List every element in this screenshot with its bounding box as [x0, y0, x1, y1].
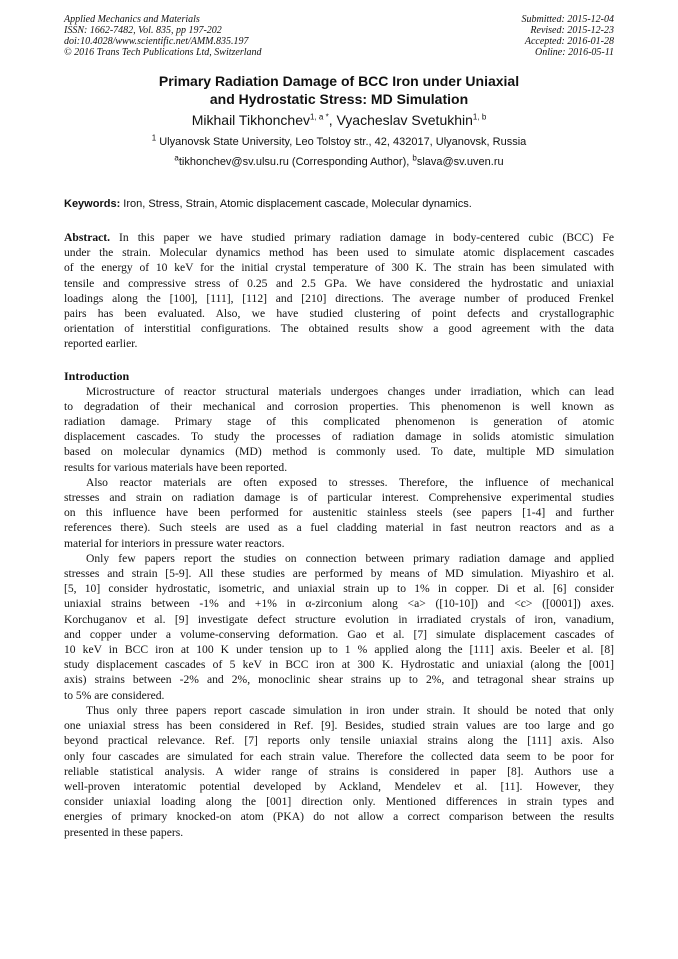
text-line: pairs has been evaluated. Also, we have studied clustering of point defects and crystallographic	[64, 307, 614, 321]
text-line: tensile and compressive stress of 0.25 and 2.5 GPa. We have considered the hydrostatic and uniaxial	[64, 276, 614, 290]
text-line: presented in these papers.	[64, 825, 184, 839]
affiliation	[64, 134, 614, 150]
email-mark: a	[174, 153, 179, 163]
text-line: of the energy of 10 keV for the initial crystal temperature of 300 K. The strain has been simulated with	[64, 261, 614, 275]
journal-issn: ISSN: 1662-7482, Vol. 835, pp 197-202	[64, 25, 222, 36]
text-line: references there). Such steels are used as a fuel cladding material in fast neutron reactors and as a	[64, 521, 614, 535]
affiliation-text: Ulyanovsk State University, Leo Tolstoy str., 42, 432017, Ulyanovsk, Russia	[156, 136, 527, 148]
date-online: Online: 2016-05-11	[535, 47, 614, 58]
author-affiliation-mark: 1, b	[472, 112, 487, 122]
author-name: Mikhail Tikhonchev	[191, 112, 310, 128]
section-heading: Introduction	[64, 368, 130, 383]
journal-copyright: © 2016 Trans Tech Publications Ltd, Switzerland	[64, 47, 262, 58]
intro-paragraph	[64, 703, 614, 840]
text-line: and copper under a volume-conserving deformation. Gao et al. [7] simulate displacement cascades of	[64, 627, 614, 641]
author-list	[64, 110, 614, 130]
text-line: on this influence have been performed for austenitic stainless steels (see papers [1-4] and further	[64, 506, 614, 520]
author-separator: ,	[328, 112, 337, 128]
publication-dates	[522, 14, 615, 58]
text-line: study displacement cascades of 5 keV in BCC iron at 300 K. Hydrostatic and uniaxial (along the [001]	[64, 658, 614, 672]
keywords-label: Keywords:	[64, 198, 121, 210]
text-line: stresses and strain on radiation damage is of particular interest. Comprehensive experimental studies	[64, 491, 614, 505]
text-line: Only few papers report the studies on connection between primary radiation damage and applied	[86, 551, 614, 565]
author-affiliation-mark: 1, a *	[310, 112, 329, 122]
text-line: to degradation of their mechanical and corrosion properties. This phenomenon is well known as	[64, 399, 614, 413]
author-emails	[64, 154, 614, 170]
journal-doi: doi:10.4028/www.scientific.net/AMM.835.197	[64, 36, 249, 47]
journal-info	[64, 14, 262, 58]
abstract	[64, 230, 614, 352]
intro-paragraph	[64, 475, 614, 551]
date-submitted: Submitted: 2015-12-04	[521, 14, 614, 25]
text-line: displacement cascades. To study the processes of radiation damage in solids atomistic simulation	[64, 430, 614, 444]
intro-paragraph	[64, 551, 614, 703]
keywords-text: Iron, Stress, Strain, Atomic displacement cascade, Molecular dynamics.	[120, 198, 472, 210]
text-line: energies of primary knocked-on atom (PKA) do not allow a correct comparison between the results	[64, 810, 614, 824]
text-line: 10 keV in BCC iron at 100 K under tension up to 1 % applied along the [111] axis. Beeler et al. [8]	[64, 643, 614, 657]
text-line: Korchuganov et al. [9] investigate defect structure evolution in irradiated crystals of iron, vanadium,	[64, 612, 614, 626]
text-line: well-proven interatomic potential developed by Ackland, Mendelev et al. [11]. However, they	[64, 779, 614, 793]
text-line: orientation of interstitial configurations. The obtained results show a good agreement with the data	[64, 322, 614, 336]
text-line: one uniaxial stress has been considered in Ref. [9]. Besides, studied strain values are too large and go	[64, 719, 614, 733]
journal-name: Applied Mechanics and Materials	[64, 14, 200, 25]
date-revised: Revised: 2015-12-23	[530, 25, 614, 36]
keywords	[64, 196, 614, 212]
text-line: beyond practical relevance. Ref. [7] reports only tensile uniaxial strains along the [111] axis. Also	[64, 734, 614, 748]
text-line: reliable statistical analysis. A wider range of strains is considered in paper [8]. Authors use a	[64, 764, 614, 778]
abstract-line-text: In this paper we have studied primary radiation damage in body-centered cubic (BCC) Fe	[110, 231, 614, 244]
text-line: reported earlier.	[64, 337, 138, 351]
text-line: consider uniaxial loading along the [001] direction only. Mentioned differences in strain types and	[64, 795, 614, 809]
text-line: stresses and strain [5-9]. All these studies are performed by means of MD simulation. Miyashiro et al.	[64, 567, 614, 581]
title-line: Primary Radiation Damage of BCC Iron under Uniaxial	[158, 73, 520, 89]
text-line: uniaxial strains between -1% and +1% in α-zirconium along <a> ([10-10]) and <c> ([0001]) axes.	[64, 597, 614, 611]
text-line: [5, 10] consider hydrostatic, isometric, and uniaxial strain up to 1% in copper. Di et al. [6] consider	[64, 582, 614, 596]
text-line: based on molecular dynamics (MD) method is commonly used. To date, multiple MD simulation	[64, 445, 614, 459]
text-line: to 5% are considered.	[64, 688, 165, 702]
email-text: tikhonchev@sv.ulsu.ru (Corresponding Author),	[178, 156, 413, 168]
text-line	[64, 230, 614, 245]
text-line: axis) strains between -2% and 2%, monoclinic shear strains up to 2%, and tetragonal shear strains up	[64, 673, 614, 687]
text-line: results for various materials have been reported.	[64, 460, 288, 474]
text-line: under the strain. Molecular dynamics method has been used to simulate atomic displacement cascades	[64, 246, 614, 260]
text-line: material for interiors in pressure water reactors.	[64, 536, 285, 550]
affiliation-mark: 1	[151, 133, 157, 143]
text-line: only four cascades are simulated for each strain value. Therefore the collected data seem to be poor for	[64, 749, 614, 763]
email-text: slava@sv.uven.ru	[416, 156, 504, 168]
date-accepted: Accepted: 2016-01-28	[524, 36, 614, 47]
paper-title	[64, 72, 614, 108]
text-line: Microstructure of reactor structural materials undergoes changes under irradiation, which can lead	[86, 384, 614, 398]
text-line: radiation damage. Primary stage of this complicated phenomenon is generation of atomic	[64, 415, 614, 429]
text-line: Also reactor materials are often exposed to stresses. Therefore, the influence of mechanical	[86, 475, 614, 489]
intro-paragraph	[64, 384, 614, 475]
text-line: Thus only three papers report cascade simulation in iron under strain. It should be noted that only	[86, 703, 614, 717]
author-name: Vyacheslav Svetukhin	[336, 112, 473, 128]
email-mark: b	[412, 153, 417, 163]
text-line: loadings along the [100], [111], [112] and [210] directions. The average number of produced Frenkel	[64, 291, 614, 305]
journal-header	[64, 14, 614, 58]
title-line: and Hydrostatic Stress: MD Simulation	[209, 91, 469, 107]
abstract-label: Abstract.	[64, 231, 111, 244]
